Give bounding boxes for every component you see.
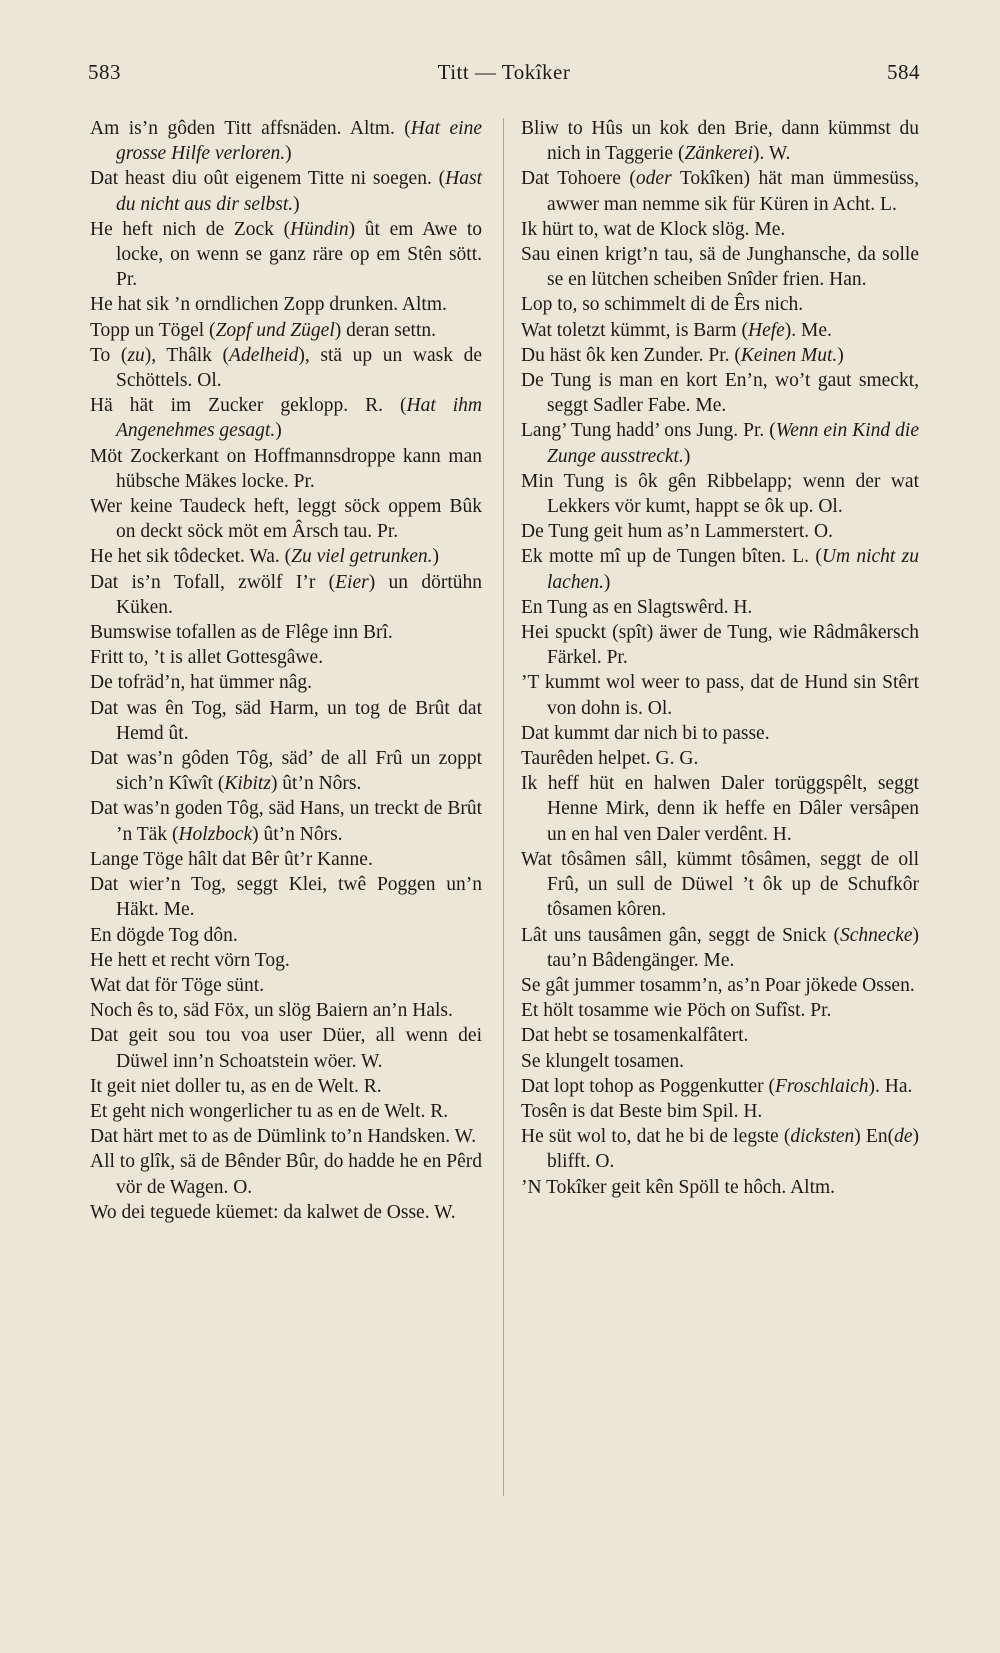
- proverb-entry: [521, 544, 919, 594]
- proverb-entry: [90, 948, 482, 973]
- proverb-entry: [521, 620, 919, 670]
- entry-text: Noch ês to, säd Föx, un slög Baiern an’n Hals.: [90, 1000, 453, 1022]
- gloss-italic: Zu viel getrunken.: [291, 546, 433, 568]
- entry-text: Tosên is dat Beste bim Spil. H.: [521, 1100, 763, 1122]
- page-number-right: 584: [887, 60, 920, 84]
- entry-text: Dat hebt se tosamenkalfâtert.: [521, 1025, 749, 1047]
- entry-text: Lang’ Tung hadd’ ons Jung. Pr. (: [521, 420, 776, 442]
- entry-text: Lange Töge hâlt dat Bêr ût’r Kanne.: [90, 848, 373, 870]
- entry-text: He het sik tôdecket. Wa. (: [90, 546, 292, 568]
- proverb-entry: [90, 444, 482, 494]
- entry-text: Dat geit sou tou voa user Düer, all wenn dei Düwel inn’n Schoatstein wöer. W.: [90, 1025, 482, 1072]
- entry-text: Topp un Tögel (: [90, 319, 216, 341]
- proverb-entry: [90, 645, 482, 670]
- entry-text: ): [432, 546, 439, 568]
- entry-text: Wat tôsâmen sâll, kümmt tôsâmen, seggt de oll Frû, un sull de Düwel ’t ôk up de Schufkôr tôsamen kôren.: [521, 848, 919, 921]
- proverb-entry: [521, 847, 919, 923]
- proverb-entry: [521, 998, 919, 1023]
- entry-text: Dat Tohoere (: [521, 168, 636, 190]
- entry-text: Se gât jummer tosamm’n, as’n Poar jökede Ossen.: [521, 974, 915, 996]
- entry-text: De Tung geit hum as’n Lammerstert. O.: [521, 521, 833, 543]
- proverb-entry: [90, 1023, 482, 1073]
- entry-text: ). Ha.: [868, 1075, 913, 1097]
- entry-text: ) ût’n Nôrs.: [252, 823, 343, 845]
- entry-text: Taurêden helpet. G. G.: [521, 748, 699, 770]
- proverb-entry: [90, 1099, 482, 1124]
- proverb-entry: [521, 973, 919, 998]
- proverb-entry: [521, 1023, 919, 1048]
- gloss-italic: Hat ihm Angenehmes gesagt.: [116, 395, 483, 442]
- entry-text: Dat lopt tohop as Poggenkutter (: [521, 1075, 776, 1097]
- proverb-entry: [90, 393, 482, 443]
- entry-text: Dat heast diu oût eigenem Titte ni soegen. (: [90, 168, 446, 190]
- entry-text: En dögde Tog dôn.: [90, 924, 238, 946]
- entry-text: Dat wier’n Tog, seggt Klei, twê Poggen un’n Häkt. Me.: [90, 874, 482, 921]
- gloss-italic: Keinen Mut.: [740, 344, 838, 366]
- proverb-entry: [90, 318, 482, 343]
- entry-text: Dat is’n Tofall, zwölf I’r (: [90, 571, 336, 593]
- proverb-entry: [90, 544, 482, 569]
- entry-text: ’N Tokîker geit kên Spöll te hôch. Altm.: [521, 1176, 836, 1198]
- entry-text: Tokîken) hät man ümmesüss, awwer man nemme sik für Küren in Acht. L.: [547, 168, 919, 215]
- gloss-italic: Wenn ein Kind die Zunge ausstreckt.: [547, 420, 919, 467]
- entry-text: He hett et recht vörn Tog.: [90, 949, 290, 971]
- gloss-italic: Hündin: [290, 218, 349, 240]
- proverb-entry: [521, 418, 919, 468]
- gloss-italic: Hefe: [747, 319, 785, 341]
- proverb-entry: [521, 469, 919, 519]
- column-divider: [503, 118, 504, 1496]
- gloss-italic: Um nicht zu lachen.: [547, 546, 920, 593]
- gloss-italic: Holzbock: [178, 823, 253, 845]
- proverb-entry: [521, 670, 919, 720]
- entry-text: ) ût em Awe to locke, on wenn se ganz räre op em Stên sött. Pr.: [116, 218, 482, 291]
- proverb-entry: [521, 771, 919, 847]
- entry-text: Hei spuckt (spît) äwer de Tung, wie Râdmâkersch Färkel. Pr.: [521, 622, 919, 669]
- entry-text: Lât uns tausâmen gân, seggt de Snick (: [521, 924, 840, 946]
- proverb-entry: [90, 570, 482, 620]
- entry-text: Dat kummt dar nich bi to passe.: [521, 722, 770, 744]
- proverb-entry: [521, 217, 919, 242]
- proverb-entry: [521, 1074, 919, 1099]
- entry-text: Sau einen krigt’n tau, sä de Junghansche, da solle se en lütchen scheiben Snîder frien. Han.: [521, 244, 919, 291]
- entry-text: ’T kummt wol weer to pass, dat de Hund sin Stêrt von dohn is. Ol.: [521, 672, 919, 719]
- proverb-entry: [521, 1049, 919, 1074]
- entry-text: He süt wol to, dat he bi de legste (: [521, 1126, 791, 1148]
- proverb-entry: [90, 116, 482, 166]
- entry-text: Wat toletzt kümmt, is Barm (: [521, 319, 748, 341]
- proverb-entry: [521, 923, 919, 973]
- entry-text: ) blifft. O.: [547, 1126, 919, 1173]
- proverb-entry: [90, 166, 482, 216]
- proverb-entry: [90, 1149, 482, 1199]
- entry-text: Dat härt met to as de Dümlink to’n Handsken. W.: [90, 1126, 477, 1148]
- entry-text: ): [603, 571, 611, 593]
- entry-text: Min Tung is ôk gên Ribbelapp; wenn der wat Lekkers vör kumt, happt se ôk up. Ol.: [521, 470, 919, 518]
- entry-text: En Tung as en Slagtswêrd. H.: [521, 596, 753, 618]
- entry-text: Dat was’n gôden Tôg, säd’ de all Frû un zoppt sich’n Kîwît (: [90, 748, 482, 795]
- entry-text: ) deran settn.: [334, 319, 437, 341]
- entry-text: ), stä up un wask de Schöttels. Ol.: [116, 344, 483, 392]
- proverb-entry: [90, 217, 482, 293]
- gloss-italic: Adelheid: [229, 344, 299, 366]
- entry-text: Bliw to Hûs un kok den Brie, dann kümmst du nich in Taggerie (: [521, 118, 919, 165]
- entry-text: Wo dei teguede küemet: da kalwet de Osse. W.: [90, 1201, 456, 1223]
- entry-text: ). W.: [753, 143, 791, 165]
- proverb-entry: [90, 494, 482, 544]
- entry-text: ): [275, 420, 282, 442]
- proverb-entry: [90, 1200, 482, 1225]
- proverb-entry: [521, 292, 919, 317]
- proverb-entry: [90, 796, 482, 846]
- proverb-entry: [90, 872, 482, 922]
- left-column: [90, 116, 482, 1225]
- entry-text: He hat sik ’n orndlichen Zopp drunken. Altm.: [90, 294, 447, 316]
- entry-text: ) En(: [854, 1126, 895, 1148]
- entry-text: ): [293, 193, 300, 215]
- entry-text: ) un dörtühn Küken.: [116, 571, 482, 618]
- gloss-italic: Hat eine grosse Hilfe verloren.: [116, 118, 482, 165]
- gloss-italic: Froschlaich: [775, 1075, 869, 1097]
- entry-text: Am is’n gôden Titt affsnäden. Altm. (: [90, 118, 411, 139]
- right-column: [521, 116, 919, 1200]
- proverb-entry: [90, 1074, 482, 1099]
- entry-text: Se klungelt tosamen.: [521, 1050, 685, 1072]
- gloss-italic: zu: [127, 344, 145, 366]
- proverb-entry: [90, 696, 482, 746]
- proverb-entry: [90, 847, 482, 872]
- gloss-italic: Kibitz: [224, 773, 271, 795]
- entry-text: ). Me.: [784, 319, 832, 341]
- proverb-entry: [90, 746, 482, 796]
- entry-text: Wer keine Taudeck heft, leggt söck oppem Bûk on deckt söck möt em Ârsch tau. Pr.: [90, 496, 482, 543]
- gloss-italic: Hast du nicht aus dir selbst.: [116, 168, 482, 215]
- gloss-italic: Eier: [335, 571, 369, 593]
- page-number-left: 583: [88, 60, 121, 84]
- entry-text: Möt Zockerkant on Hoffmannsdroppe kann man hübsche Mäkes locke. Pr.: [90, 445, 482, 492]
- proverb-entry: [521, 746, 919, 771]
- proverb-entry: [521, 595, 919, 620]
- proverb-entry: [521, 1175, 919, 1200]
- entry-text: Ik hürt to, wat de Klock slög. Me.: [521, 218, 786, 240]
- gloss-italic: de: [894, 1126, 913, 1148]
- entry-text: ) tau’n Bâdengänger. Me.: [547, 924, 919, 971]
- proverb-entry: [521, 242, 919, 292]
- entry-text: Et geht nich wongerlicher tu as en de Welt. R.: [90, 1100, 449, 1122]
- gloss-italic: oder: [635, 168, 672, 190]
- gloss-italic: Zänkerei: [684, 143, 754, 165]
- proverb-entry: [90, 292, 482, 317]
- page-header: [88, 60, 920, 92]
- proverb-entry: [521, 1124, 919, 1174]
- entry-text: It geit niet doller tu, as en de Welt. R.: [90, 1075, 382, 1097]
- proverb-entry: [521, 318, 919, 343]
- proverb-entry: [90, 343, 482, 393]
- proverb-entry: [521, 343, 919, 368]
- proverb-entry: [90, 923, 482, 948]
- entry-text: De Tung is man en kort En’n, wo’t gaut smeckt, seggt Sadler Fabe. Me.: [521, 370, 919, 417]
- proverb-entry: [521, 166, 919, 216]
- proverb-entry: [90, 620, 482, 645]
- proverb-entry: [521, 721, 919, 746]
- running-title: Titt — Tokîker: [437, 60, 571, 84]
- entry-text: Fritt to, ’t is allet Gottesgâwe.: [90, 647, 324, 669]
- entry-text: Dat was ên Tog, säd Harm, un tog de Brût dat Hemd ût.: [90, 697, 482, 744]
- entry-text: ): [683, 445, 691, 467]
- proverb-entry: [521, 116, 919, 166]
- entry-text: ): [285, 143, 292, 165]
- proverb-entry: [90, 1124, 482, 1149]
- entry-text: Ik heff hüt en halwen Daler torüggspêlt, seggt Henne Mirk, denn ik heffe en Dâler versâpen un en hal ven Daler verdênt. H.: [521, 773, 919, 845]
- proverb-entry: [90, 998, 482, 1023]
- entry-text: ): [837, 344, 844, 366]
- entry-text: To (: [90, 344, 128, 366]
- entry-text: Bumswise tofallen as de Flêge inn Brî.: [90, 622, 393, 644]
- entry-text: De tofräd’n, hat ümmer nâg.: [90, 672, 313, 694]
- entry-text: ), Thâlk (: [144, 344, 230, 366]
- proverb-entry: [90, 670, 482, 695]
- entry-text: Du häst ôk ken Zunder. Pr. (: [521, 344, 741, 366]
- proverb-entry: [521, 368, 919, 418]
- proverb-entry: [90, 973, 482, 998]
- gloss-italic: Schnecke: [839, 924, 913, 946]
- entry-text: All to glîk, sä de Bênder Bûr, do hadde he en Pêrd vör de Wagen. O.: [90, 1151, 482, 1198]
- gloss-italic: dicksten: [790, 1126, 855, 1148]
- gloss-italic: Zopf und Zügel: [215, 319, 335, 341]
- entry-text: Dat was’n goden Tôg, säd Hans, un treckt de Brût ’n Täk (: [90, 798, 482, 845]
- entry-text: ) ût’n Nôrs.: [270, 773, 362, 795]
- proverb-entry: [521, 1099, 919, 1124]
- entry-text: Lop to, so schimmelt di de Êrs nich.: [521, 294, 804, 316]
- entry-text: Et hölt tosamme wie Pöch on Sufîst. Pr.: [521, 1000, 832, 1022]
- entry-text: He heft nich de Zock (: [90, 218, 291, 240]
- entry-text: Ek motte mî up de Tungen bîten. L. (: [521, 546, 822, 568]
- entry-text: Hä hät im Zucker geklopp. R. (: [90, 395, 407, 417]
- proverb-entry: [521, 519, 919, 544]
- entry-text: Wat dat för Töge sünt.: [90, 974, 265, 996]
